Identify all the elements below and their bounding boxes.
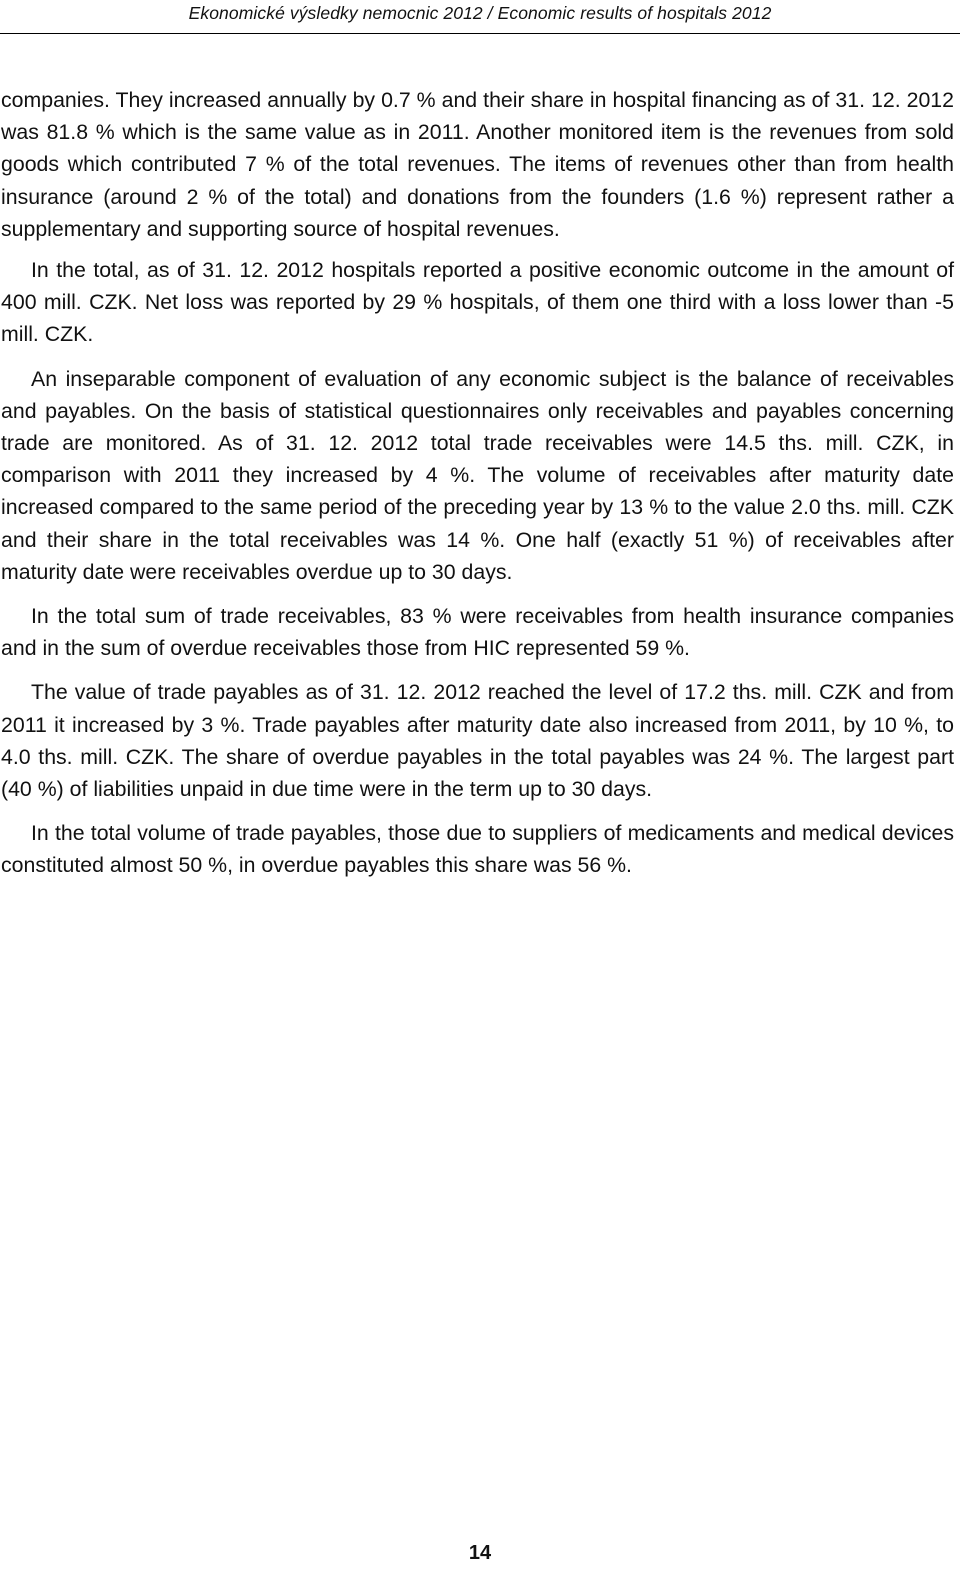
- page-number: 14: [468, 1542, 492, 1564]
- paragraph-receivables-balance: An inseparable component of evaluation of any economic subject is the balance of receivables and payables. On the basis of statistical questionnaires only receivables and payables concerning trade are monitored. As of 31. 12. 2012 total trade receivables were 14.5 ths. mill. CZK, in comparison with 2011 they increased by 4 %. The volume of receivables after maturity date increased compared to the same period of the preceding year by 13 % to the value 2.0 ths. mill. CZK and their share in the total receivables was 14 %. One half (exactly 51 %) of receivables after maturity date were receivables overdue up to 30 days.: [1, 366, 954, 584]
- paragraph-receivables-hic: In the total sum of trade receivables, 83 % were receivables from health insurance companies and in the sum of overdue receivables those from HIC represented 59 %.: [1, 604, 954, 661]
- body-text: [1, 84, 954, 894]
- running-header: [0, 0, 960, 34]
- running-header-title: Ekonomické výsledky nemocnic 2012 / Economic results of hospitals 2012: [188, 3, 772, 23]
- paragraph-economic-outcome: In the total, as of 31. 12. 2012 hospitals reported a positive economic outcome in the amount of 400 mill. CZK. Net loss was reported by 29 % hospitals, of them one third with a loss lower than -5 mill. CZK.: [1, 258, 954, 347]
- paragraph-payables-suppliers: In the total volume of trade payables, those due to suppliers of medicaments and medical devices constituted almost 50 %, in overdue payables this share was 56 %.: [1, 821, 954, 878]
- paragraph-revenues-continuation: companies. They increased annually by 0.7 % and their share in hospital financing as of 31. 12. 2012 was 81.8 % which is the same value as in 2011. Another monitored item is the revenues from sold goods which contributed 7 % of the total revenues. The items of revenues other than from health insurance (around 2 % of the total) and donations from the founders (1.6 %) represent rather a supplementary and supporting source of hospital revenues.: [1, 88, 954, 241]
- paragraph-trade-payables: The value of trade payables as of 31. 12. 2012 reached the level of 17.2 ths. mill. CZK and from 2011 it increased by 3 %. Trade payables after maturity date also increased from 2011, by 10 %, to 4.0 ths. mill. CZK. The share of overdue payables in the total payables was 24 %. The largest part (40 %) of liabilities unpaid in due time were in the term up to 30 days.: [1, 680, 954, 802]
